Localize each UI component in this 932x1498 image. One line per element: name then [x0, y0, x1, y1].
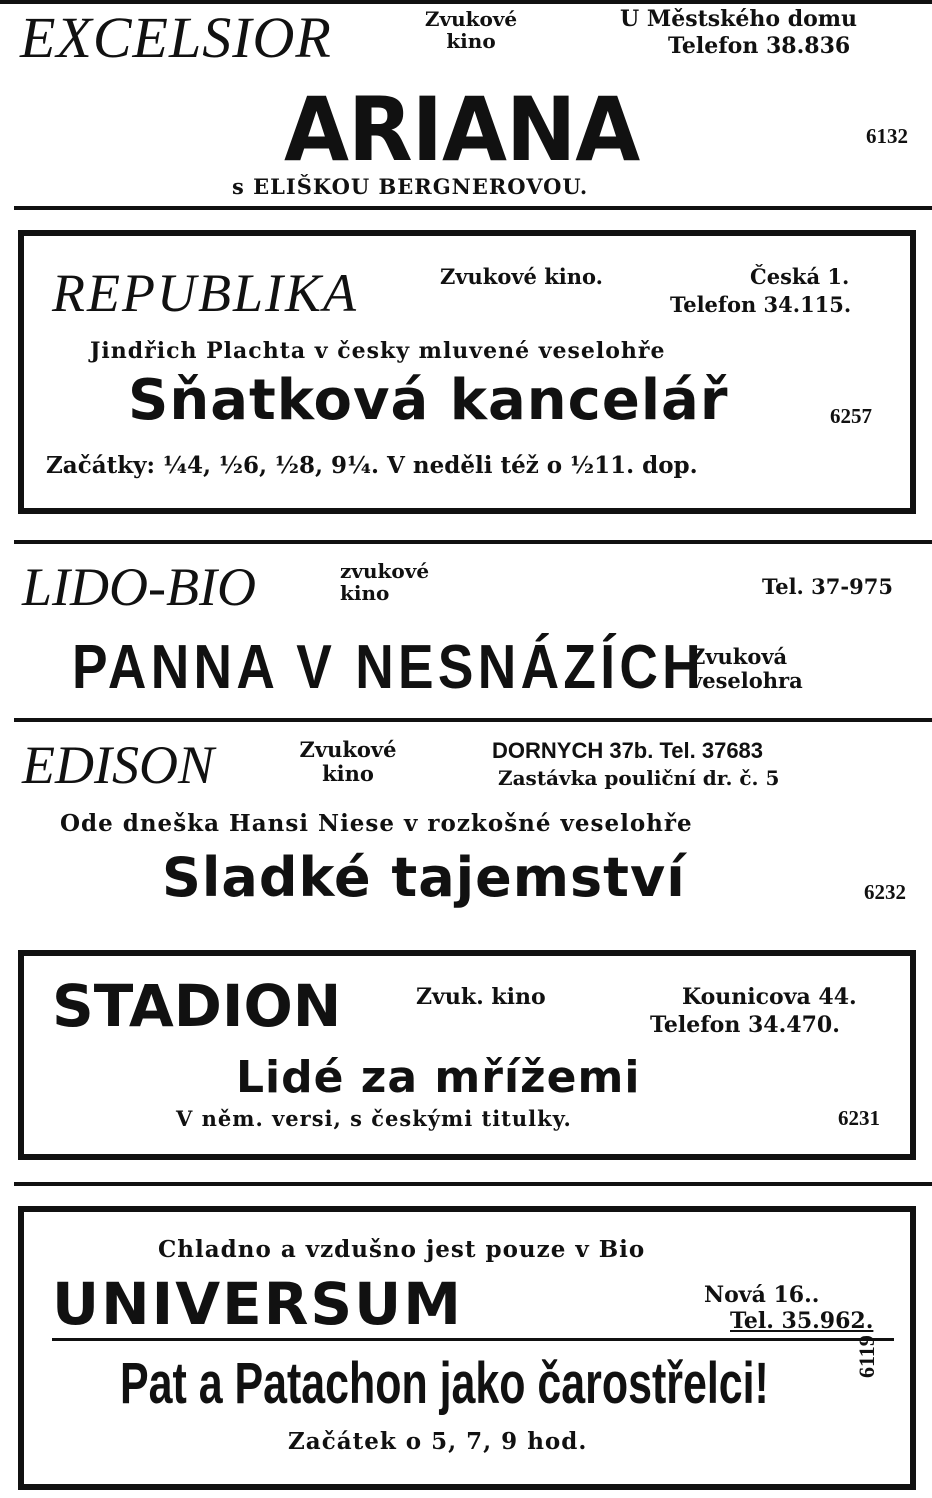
film-title: ARIANA — [284, 78, 640, 181]
cinema-type: Zvuk. kino — [416, 984, 546, 1010]
ad-number: 6232 — [864, 880, 906, 904]
film-title: Sňatková kancelář — [128, 368, 729, 433]
divider — [14, 206, 932, 210]
cinema-name: LIDO-BIO — [22, 557, 256, 617]
showtimes: Začátky: ¼4, ½6, ½8, 9¼. V neděli též o ½11. dop. — [46, 452, 698, 479]
tram-stop: Zastávka pouliční dr. č. 5 — [498, 766, 780, 790]
cinema-phone: Telefon 34.470. — [650, 1012, 840, 1038]
ad-number: 6132 — [866, 124, 908, 148]
film-genre — [690, 645, 803, 693]
divider — [14, 1182, 932, 1186]
cinema-name: EXCELSIOR — [20, 5, 332, 70]
cinema-address: Česká 1. — [750, 264, 850, 289]
cinema-type-line1: Zvukové — [299, 737, 397, 762]
cinema-phone: Tel. 37-975 — [762, 574, 893, 599]
film-genre-line1: Zvuková — [690, 644, 788, 669]
cinema-type — [288, 738, 408, 786]
language-note: V něm. versi, s českými titulky. — [176, 1106, 572, 1131]
cinema-address: Nová 16.. — [704, 1282, 820, 1308]
film-title: Sladké tajemství — [162, 846, 686, 909]
cinema-type: Zvukové kino. — [440, 264, 603, 289]
underline — [52, 1338, 894, 1341]
cinema-type-line2: kino — [322, 761, 374, 786]
ad-number: 6257 — [830, 404, 872, 428]
cinema-name: STADION — [52, 972, 342, 1040]
cinema-address: U Městského domu — [620, 6, 858, 32]
film-credit: s ELIŠKOU BERGNEROVOU. — [232, 174, 589, 199]
film-title: Lidé za mřížemi — [236, 1052, 641, 1103]
cinema-type-line1: Zvukové — [424, 7, 518, 31]
cinema-type-line2: kino — [340, 581, 390, 605]
cinema-address: DORNYCH 37b. Tel. 37683 — [492, 738, 764, 763]
cinema-type-line2: kino — [446, 29, 496, 53]
film-intro: Ode dneška Hansi Niese v rozkošné veselohře — [60, 810, 693, 837]
divider — [14, 540, 932, 544]
cinema-name: UNIVERSUM — [52, 1270, 463, 1338]
cinema-phone: Telefon 38.836 — [668, 33, 851, 59]
divider — [14, 718, 932, 722]
ad-number: 6231 — [838, 1106, 880, 1130]
cinema-type — [340, 560, 429, 604]
cinema-type-line1: zvukové — [340, 559, 430, 583]
film-title: PANNA V NESNÁZÍCH — [72, 633, 705, 702]
film-genre-line2: veselohra — [690, 668, 803, 693]
cinema-name: REPUBLIKA — [52, 263, 358, 323]
cinema-type — [415, 8, 527, 52]
film-title: Pat a Patachon jako čarostřelci! — [120, 1351, 769, 1416]
tagline: Chladno a vzdušno jest pouze v Bio — [158, 1236, 646, 1263]
cinema-phone: Telefon 34.115. — [670, 292, 852, 317]
cinema-address: Kounicova 44. — [682, 984, 857, 1010]
film-intro: Jindřich Plachta v česky mluvené veselohře — [90, 338, 666, 364]
ad-number: 6119 — [854, 1335, 879, 1378]
cinema-phone: Tel. 35.962. — [730, 1308, 874, 1334]
cinema-name: EDISON — [22, 735, 214, 795]
showtimes: Začátek o 5, 7, 9 hod. — [288, 1428, 588, 1455]
